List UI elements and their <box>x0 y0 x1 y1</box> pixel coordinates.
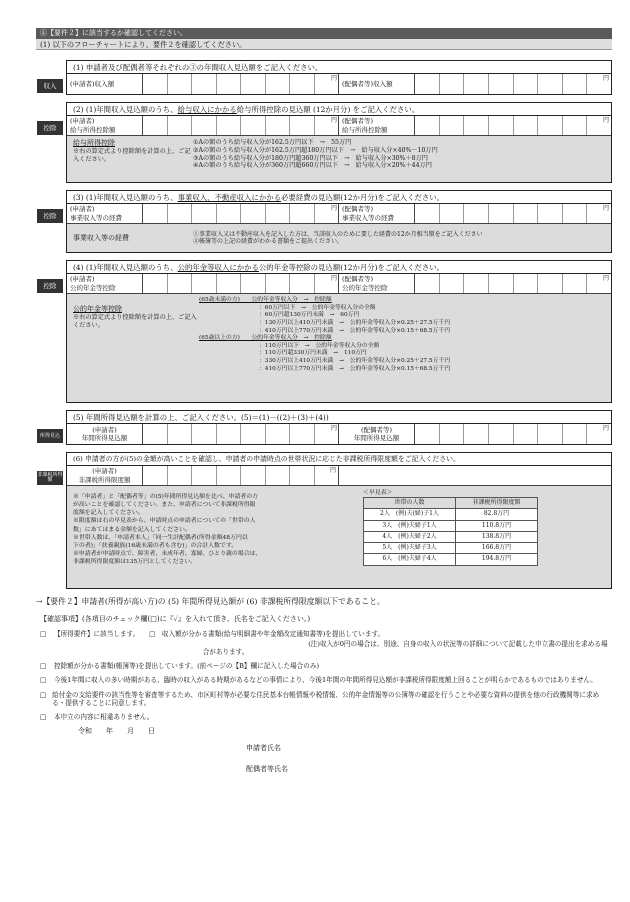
tax-exempt-note <box>67 486 611 588</box>
pension-over65-heading: (65歳以上の方) 公的年金等収入分 → 控除額 <box>199 335 332 342</box>
table-cell: 4人 (例)夫婦子2人 <box>364 531 456 542</box>
section-pension-deduction <box>43 260 612 403</box>
section-tax-exempt-limit <box>37 452 612 589</box>
confirm-item[interactable] <box>40 662 612 670</box>
confirm-item[interactable] <box>40 691 612 707</box>
spouse-pension-field[interactable] <box>415 274 611 293</box>
checkbox[interactable]: □ <box>40 690 47 699</box>
salary-note-body: ※右の算定式より控除額を計算の上、ご記入ください。 <box>73 147 191 163</box>
table-row <box>364 531 538 542</box>
yen-unit: 円 <box>602 75 609 82</box>
tax-exempt-note-line: 下の者)」「扶養親族(16歳未満の者も含む)」の合計人数です。 <box>73 542 238 549</box>
tax-exempt-note-line: が高いことを確認してください。また、申請者について非課税所得限 <box>73 502 256 509</box>
spouse-pension-label: (配偶者等) 公的年金等控除 <box>339 274 415 293</box>
confirm-note-text: (注)収入が0円の場合は、別途、自身の収入の状況等の詳細について記載した申立書の提出を求める場合があります。 <box>202 639 608 656</box>
applicant-annual-field[interactable] <box>143 424 339 444</box>
section-income <box>43 60 612 95</box>
yen-unit: 円 <box>602 205 609 212</box>
business-note <box>67 224 611 252</box>
table-row <box>364 520 538 531</box>
pension-tag: 控除 <box>37 279 63 293</box>
spouse-signature[interactable]: 配偶者等氏名 <box>246 764 288 773</box>
applicant-annual-label: (申請者) 年間所得見込額 <box>67 424 143 444</box>
annual-income-heading: (5) 年間所得見込額を計算の上、ご記入ください。(5)＝(1)－((2)＋(3)＋(4)) <box>67 411 611 424</box>
checkbox[interactable]: □ <box>40 676 47 685</box>
salary-formula: ①Aの額のうち給与収入分が162.5万円以下 → 55万円 <box>193 139 352 146</box>
table-cell: 166.8万円 <box>456 543 538 554</box>
business-note-line: ①事業収入又は不動産収入を記入した方は、当該収入のために要した経費の12か月相当額をご記入ください <box>193 230 483 238</box>
tax-exempt-note-line: ※「申請者」と「配偶者等」の(5)年間所得見込額を比べ、申請者の方 <box>73 494 259 500</box>
income-heading: (1) 申請者及び配偶者等それぞれの③の年間収入見込額をご記入ください。 <box>67 61 611 74</box>
tax-exempt-heading: (6) 申請者の方が(5)の金額が高いことを確認し、申請者の申請時点の世帯状況に応じた非課税所得限度額をご記入ください。 <box>67 453 611 466</box>
applicant-limit-label: (申請者) 非課税所得限度額 <box>67 466 143 485</box>
tax-exempt-note-line: ※申請者が申請時点で、障害者、未成年者、寡婦、ひとり親の場合は、 <box>73 550 262 557</box>
income-tag: 収入 <box>37 79 63 93</box>
spouse-income-label: (配偶者等)収入額 <box>339 74 415 94</box>
applicant-income-field[interactable] <box>143 74 339 94</box>
pension-rule: ：130万円以上410万円未満 → 公的年金等収入分×0.25＋27.5万千円 <box>259 319 450 326</box>
confirm-item[interactable] <box>40 713 612 721</box>
pension-heading: (4) (1)年間収入見込額のうち、公的年金等収入にかかる公的年金等控除の見込額(12か月分)をご記入ください。 <box>67 261 611 274</box>
confirm-item-text: 控除額が分かる書類(帳簿等)を提出しています。(前ページの【B】欄に記入した場合のみ) <box>54 662 320 671</box>
checkbox <box>40 640 53 656</box>
checkbox[interactable]: □ <box>40 630 47 639</box>
salary-formula: ④Aの額のうち給与収入分が360万円超660万円以下 → 給与収入分×20%＋44万円 <box>193 162 432 170</box>
conclusion-text: →【要件２】申請者(所得が高い方)の (5) 年間所得見込額が (6) 非課税所得限度額以下であること。 <box>36 597 385 606</box>
checkbox[interactable]: □ <box>40 662 47 671</box>
confirm-item-text: 今後1年間に収入の多い時期がある、臨時の収入がある時期があるなどの事情により、今後1年間の年間所得見込額が非課税所得限度額上回ることが明らかであるものではありません。 <box>54 676 597 685</box>
tax-exempt-tag: 非課税所得額 <box>37 472 63 483</box>
yen-unit: 円 <box>329 467 336 474</box>
pension-rule: ：60万円超130万円未満 → 60万円 <box>259 312 360 319</box>
pension-note-title: 公的年金等控除 <box>73 305 122 313</box>
confirmation-title: 【確認事項】(各項目のチェック欄(□)に『✓』を入れて頂き、氏名をご記入ください。) <box>40 614 311 623</box>
spouse-annual-label: (配偶者等) 年間所得見込額 <box>339 424 415 444</box>
pension-under65-heading: (65歳未満の方) 公的年金等収入分 → 控除額 <box>199 297 332 303</box>
salary-heading: (2) (1)年間収入見込額のうち、給与収入にかかる給与所得控除の見込額 (12か月分) をご記入ください。 <box>67 103 611 116</box>
confirmation-section <box>40 615 612 722</box>
applicant-income-label: (申請者)収入額 <box>67 74 143 94</box>
table-row <box>364 554 538 565</box>
yen-unit: 円 <box>330 117 337 124</box>
yen-unit: 円 <box>330 205 337 212</box>
section-annual-income <box>39 410 612 445</box>
business-heading: (3) (1)年間収入見込額のうち、事業収入、不動産収入にかかる必要経費の見込額(12か月分)をご記入ください。 <box>67 191 611 204</box>
pension-rule: ：410万円以上770万円未満 → 公的年金等収入分×0.15＋68.5万千円 <box>259 365 450 372</box>
confirm-item-text: 【所得要件】に該当します。 □ 収入額が分かる書類(給与明細書や年金額改定通知書等)を提出しています。 <box>54 630 385 639</box>
pension-note-body: ※右の算定式より控除額を計算の上、ご記入ください。 <box>73 313 197 329</box>
yen-unit: 円 <box>330 275 337 282</box>
confirm-item[interactable] <box>40 676 612 684</box>
tax-exempt-note-line: 数」にあてはまる金額を記入してください。 <box>73 526 191 533</box>
salary-formula: ②Aの額のうち給与収入分が162.5万円超180万円以下 → 給与収入分×40%－10万円 <box>193 146 438 154</box>
salary-formula: ③Aの額のうち給与収入分が180万円超360万円以下 → 給与収入分×30%＋8万円 <box>193 154 428 162</box>
tax-exempt-note-line: ※世帯人数は、「申請者本人」「同一生計配偶者(所得金額48万円以 <box>73 534 248 541</box>
table-row <box>364 509 538 520</box>
section-salary-deduction <box>43 102 612 183</box>
spouse-business-field[interactable] <box>415 204 611 223</box>
table-row <box>364 543 538 554</box>
table-header-row <box>364 498 538 509</box>
pension-rule: ：110万円以下 → 公的年金等収入分の全額 <box>259 342 380 349</box>
table-header: 非課税所得限度額 <box>456 498 538 509</box>
confirm-item-text: 給付金の支給要件の該当性等を審査等するため、市区町村等が必要な住民基本台帳情報や税情報、公的年金情報等の公簿等の確認を行うことや必要な資料の提供を他の行政機関等に求める・提供することに同意します。 <box>52 690 600 707</box>
table-cell: 194.8万円 <box>456 554 538 565</box>
lookup-table-caption: ＜早見表＞ <box>363 490 393 496</box>
yen-unit: 円 <box>602 275 609 282</box>
section-subheader: (1) 以下のフローチャートにより、要件２を確認してください。 <box>36 39 612 50</box>
section-header: ④【要件２】に該当するか確認してください。 <box>36 28 612 39</box>
spouse-income-field[interactable] <box>415 74 611 94</box>
table-cell: 138.8万円 <box>456 531 538 542</box>
table-cell: 2人 (例)夫(婦)子1人 <box>364 509 456 520</box>
applicant-business-label: (申請者) 事業収入等の経費 <box>67 204 143 223</box>
spouse-salary-field[interactable] <box>415 116 611 135</box>
yen-unit: 円 <box>330 75 337 82</box>
pension-rule: ：60万円以下 → 公的年金等収入分の全額 <box>259 304 376 311</box>
spouse-annual-field[interactable] <box>415 424 611 444</box>
lookup-table <box>363 497 538 566</box>
confirm-note <box>40 640 612 656</box>
table-cell: 6人 (例)夫婦子4人 <box>364 554 456 565</box>
applicant-pension-label: (申請者) 公的年金等控除 <box>67 274 143 293</box>
tax-exempt-note-line: ※限度額は右の早見表から、申請時点の申請者についての「世帯の人 <box>73 518 256 525</box>
confirm-item-text: 本申立の内容に相違ありません。 <box>54 713 154 722</box>
yen-unit: 円 <box>330 425 337 432</box>
table-cell: 82.8万円 <box>456 509 538 520</box>
applicant-limit-field[interactable] <box>143 466 339 485</box>
table-header: 世帯の人数 <box>364 498 456 509</box>
yen-unit: 円 <box>602 117 609 124</box>
salary-tag: 控除 <box>37 121 63 135</box>
salary-note <box>67 136 611 182</box>
business-note-title: 事業収入等の経費 <box>73 233 129 242</box>
business-note-line: ②帳簿等の上記の経費がわかる書類をご提出ください。 <box>193 238 344 245</box>
spouse-business-label: (配偶者等) 事業収入等の経費 <box>339 204 415 223</box>
pension-rule: ：410万円以上770万円未満 → 公的年金等収入分×0.15＋68.5万千円 <box>259 327 450 334</box>
applicant-business-field[interactable] <box>143 204 339 223</box>
salary-note-title: 給与所得控除 <box>73 139 115 147</box>
confirm-item[interactable] <box>40 630 612 638</box>
pension-note <box>67 294 611 402</box>
tax-exempt-note-line: 非課税所得限度額は135万円としてください。 <box>73 559 197 566</box>
checkbox[interactable]: □ <box>40 713 47 722</box>
table-cell: 5人 (例)夫婦子3人 <box>364 543 456 554</box>
yen-unit: 円 <box>602 425 609 432</box>
applicant-salary-label: (申請者) 給与所得控除額 <box>67 116 143 135</box>
annual-income-tag: 所得見込 <box>37 429 63 443</box>
date-field[interactable]: 令和 年 月 日 <box>78 727 155 736</box>
tax-exempt-note-line: 度額を記入してください。 <box>73 510 144 517</box>
spouse-salary-label: (配偶者等) 給与所得控除額 <box>339 116 415 135</box>
pension-rule: ：330万円以上410万円未満 → 公的年金等収入分×0.25＋27.5万千円 <box>259 358 450 365</box>
business-tag: 控除 <box>37 209 63 223</box>
applicant-pension-field[interactable] <box>143 274 339 293</box>
table-cell: 3人 (例)夫婦子1人 <box>364 520 456 531</box>
pension-rule: ：110万円超330万円未満 → 110万円 <box>259 350 367 357</box>
applicant-signature[interactable]: 申請者氏名 <box>246 744 281 753</box>
table-cell: 110.8万円 <box>456 520 538 531</box>
applicant-salary-field[interactable] <box>143 116 339 135</box>
section-business-expenses <box>43 190 612 253</box>
